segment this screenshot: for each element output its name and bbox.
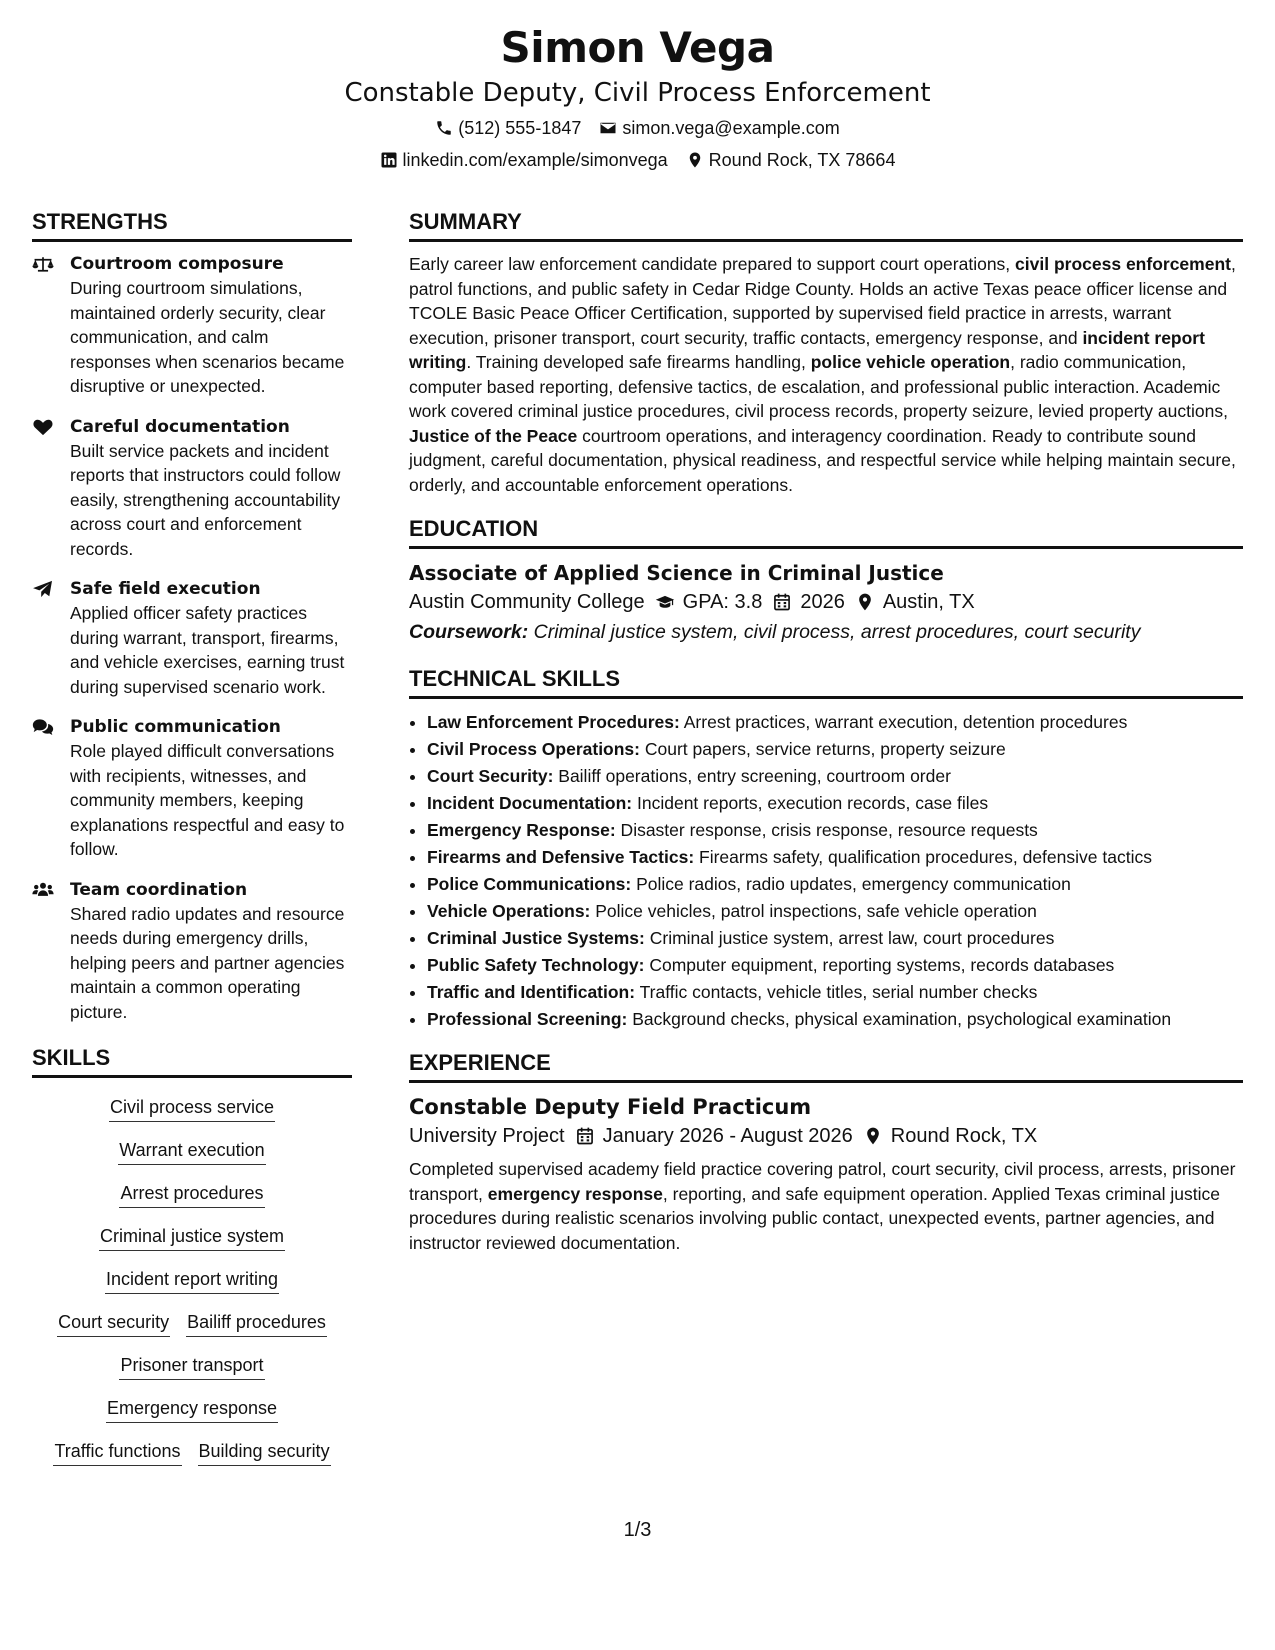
- map-marker-icon: [863, 1126, 883, 1146]
- skill-values: Incident reports, execution records, case files: [632, 793, 989, 813]
- summary-emphasis: Justice of the Peace: [409, 425, 578, 446]
- email-text: simon.vega@example.com: [622, 118, 840, 138]
- skills-section: [32, 1044, 352, 1466]
- education-heading: EDUCATION: [409, 515, 1243, 549]
- graduation-year: 2026: [800, 591, 845, 613]
- skill-category: Emergency Response:: [427, 820, 616, 840]
- phone-icon: [435, 119, 453, 137]
- list-item: [427, 790, 1243, 817]
- strength-title: Public communication: [70, 717, 281, 737]
- summary-part: , radio communication, computer based reporting, defensive tactics, de escalation, and professional public interaction. Academic work covered criminal justice procedures, civil process records, property seizure, levied property auctions,: [409, 352, 1228, 421]
- list-item: [427, 736, 1243, 763]
- summary-heading: SUMMARY: [409, 208, 1243, 242]
- candidate-title: Constable Deputy, Civil Process Enforcement: [344, 78, 931, 108]
- skill-values: Firearms safety, qualification procedures, defensive tactics: [694, 847, 1152, 867]
- skill-category: Public Safety Technology:: [427, 955, 645, 975]
- skill-tag: Court security: [57, 1309, 170, 1337]
- scale-icon: [32, 255, 54, 273]
- skill-values: Criminal justice system, arrest law, court procedures: [644, 928, 1055, 948]
- linkedin-contact[interactable]: [380, 146, 668, 174]
- experience-part: , reporting, and safe equipment operation. Applied Texas criminal justice procedures during realistic scenarios involving public contact, unexpected events, partner agencies, and instructor reviewed documentation.: [409, 1183, 1220, 1253]
- list-item: [427, 817, 1243, 844]
- coursework-text: Criminal justice system, civil process, arrest procedures, court security: [528, 621, 1141, 643]
- coursework: [409, 617, 1243, 647]
- strength-desc: Shared radio updates and resource needs during emergency drills, helping peers and partner agencies maintain a common operating picture.: [70, 903, 345, 1022]
- experience-heading: EXPERIENCE: [409, 1049, 1243, 1083]
- list-item: [427, 925, 1243, 952]
- location-text: Round Rock, TX 78664: [708, 150, 896, 170]
- strength-desc: Role played difficult conversations with recipients, witnesses, and community members, keeping explanations respectful and easy to follow.: [70, 741, 345, 859]
- list-item: [427, 898, 1243, 925]
- summary-part: Early career law enforcement candidate prepared to support court operations,: [409, 254, 1016, 274]
- technical-skills-heading: TECHNICAL SKILLS: [409, 665, 1243, 699]
- skill-category: Law Enforcement Procedures:: [427, 712, 680, 732]
- skill-tag: Arrest procedures: [119, 1180, 264, 1208]
- skill-tag: Prisoner transport: [119, 1352, 264, 1380]
- experience-part: Completed supervised academy field practice covering patrol, court security, civil process, arrests, prisoner transport,: [409, 1159, 1236, 1204]
- skill-values: Police radios, radio updates, emergency communication: [631, 874, 1071, 894]
- degree-title: Associate of Applied Science in Criminal Justice: [409, 561, 944, 585]
- skill-tag: Building security: [198, 1438, 331, 1466]
- technical-skills-list: [409, 709, 1243, 1033]
- summary-part: courtroom operations, and interagency coordination. Ready to contribute sound judgment, careful documentation, physical readiness, and respectful service while helping maintain secure, orderly, and accountable enforcement operations.: [409, 425, 1236, 495]
- contact-row-2: [0, 146, 1275, 174]
- skill-tag: Criminal justice system: [99, 1223, 285, 1251]
- summary-emphasis: civil process enforcement: [1015, 254, 1231, 274]
- skill-values: Arrest practices, warrant execution, detention procedures: [679, 712, 1128, 732]
- skill-values: Disaster response, crisis response, resource requests: [615, 820, 1038, 840]
- school-location: Austin, TX: [882, 591, 975, 613]
- strength-item: [32, 577, 352, 699]
- summary-emphasis: incident report writing: [409, 327, 1205, 372]
- strength-title: Courtroom composure: [70, 254, 284, 274]
- resume-header: [0, 22, 1275, 174]
- strength-desc: During courtroom simulations, maintained orderly security, clear communication, and calm responses when scenarios became disruptive or unexpected.: [70, 278, 345, 396]
- map-marker-icon: [686, 151, 704, 169]
- list-item: [427, 763, 1243, 790]
- job-location: Round Rock, TX: [890, 1125, 1038, 1147]
- comments-icon: [32, 718, 54, 736]
- organization: University Project: [409, 1125, 565, 1147]
- skill-tag: Civil process service: [109, 1094, 275, 1122]
- skill-category: Firearms and Defensive Tactics:: [427, 847, 695, 867]
- strength-item: [32, 878, 352, 1025]
- graduation-cap-icon: [655, 592, 675, 612]
- map-marker-icon: [855, 592, 875, 612]
- gpa-text: GPA: 3.8: [682, 591, 763, 613]
- skill-tag: Warrant execution: [118, 1137, 265, 1165]
- school-name: Austin Community College: [409, 591, 645, 613]
- list-item: [427, 844, 1243, 871]
- skill-values: Police vehicles, patrol inspections, safe vehicle operation: [590, 901, 1037, 921]
- summary-emphasis: police vehicle operation: [810, 352, 1011, 372]
- location-contact: [686, 146, 896, 174]
- summary-part: . Training developed safe firearms handling,: [466, 352, 811, 372]
- skill-category: Civil Process Operations:: [427, 739, 640, 759]
- coursework-label: Coursework:: [409, 621, 529, 643]
- skill-category: Traffic and Identification:: [427, 982, 636, 1002]
- candidate-name: Simon Vega: [500, 23, 775, 72]
- skill-values: Background checks, physical examination, psychological examination: [627, 1009, 1172, 1029]
- phone-contact[interactable]: [435, 114, 581, 142]
- strength-title: Safe field execution: [70, 579, 261, 599]
- list-item: [427, 979, 1243, 1006]
- date-range: January 2026 - August 2026: [602, 1125, 853, 1147]
- strength-item: [32, 415, 352, 562]
- left-column: [32, 208, 352, 1481]
- list-item: [427, 709, 1243, 736]
- strengths-heading: STRENGTHS: [32, 208, 352, 242]
- strength-desc: Applied officer safety practices during warrant, transport, firearms, and vehicle exercises, earning trust during supervised scenario work.: [70, 603, 345, 697]
- skill-category: Court Security:: [427, 766, 554, 786]
- summary-text: [409, 252, 1243, 497]
- experience-description: [409, 1157, 1243, 1255]
- experience-emphasis: emergency response: [487, 1183, 663, 1204]
- skill-tag: Bailiff procedures: [186, 1309, 327, 1337]
- education-meta: [409, 587, 1243, 617]
- skill-category: Professional Screening:: [427, 1009, 628, 1029]
- envelope-icon: [599, 119, 617, 137]
- skill-category: Criminal Justice Systems:: [427, 928, 645, 948]
- skill-category: Police Communications:: [427, 874, 632, 894]
- phone-text: (512) 555-1847: [458, 118, 582, 138]
- skill-category: Incident Documentation:: [427, 793, 633, 813]
- skill-values: Bailiff operations, entry screening, courtroom order: [553, 766, 951, 786]
- skill-values: Computer equipment, reporting systems, records databases: [644, 955, 1115, 975]
- job-title: Constable Deputy Field Practicum: [409, 1095, 812, 1119]
- contact-row-1: [0, 114, 1275, 142]
- email-contact[interactable]: [599, 114, 839, 142]
- strength-item: [32, 252, 352, 399]
- strength-item: [32, 715, 352, 862]
- skill-values: Traffic contacts, vehicle titles, serial number checks: [635, 982, 1038, 1002]
- list-item: [427, 952, 1243, 979]
- summary-part: , patrol functions, and public safety in Cedar Ridge County. Holds an active Texas peace officer license and TCOLE Basic Peace Officer Certification, supported by supervised field practice in arrests, warrant execution, prisoner transport, court security, traffic contacts, emergency response, and: [409, 254, 1236, 348]
- experience-meta: [409, 1121, 1243, 1151]
- linkedin-text: linkedin.com/example/simonvega: [402, 150, 668, 170]
- strength-desc: Built service packets and incident reports that instructors could follow easily, strengthening accountability across court and enforcement records.: [70, 440, 341, 559]
- page-number: 1/3: [623, 1519, 652, 1541]
- skill-tag: Incident report writing: [105, 1266, 279, 1294]
- linkedin-icon: [380, 151, 398, 169]
- skill-tag: Emergency response: [106, 1395, 278, 1423]
- skills-heading: SKILLS: [32, 1044, 352, 1078]
- skill-values: Court papers, service returns, property seizure: [640, 739, 1006, 759]
- strength-title: Team coordination: [70, 879, 248, 900]
- paper-plane-icon: [32, 580, 54, 598]
- heart-icon: [32, 418, 54, 436]
- users-icon: [32, 881, 54, 899]
- skill-tag: Traffic functions: [53, 1438, 181, 1466]
- calendar-icon: [772, 592, 792, 612]
- right-column: [409, 208, 1243, 1255]
- list-item: [427, 1006, 1243, 1033]
- list-item: [427, 871, 1243, 898]
- calendar-icon: [575, 1126, 595, 1146]
- skill-category: Vehicle Operations:: [427, 901, 591, 921]
- strength-title: Careful documentation: [70, 416, 290, 437]
